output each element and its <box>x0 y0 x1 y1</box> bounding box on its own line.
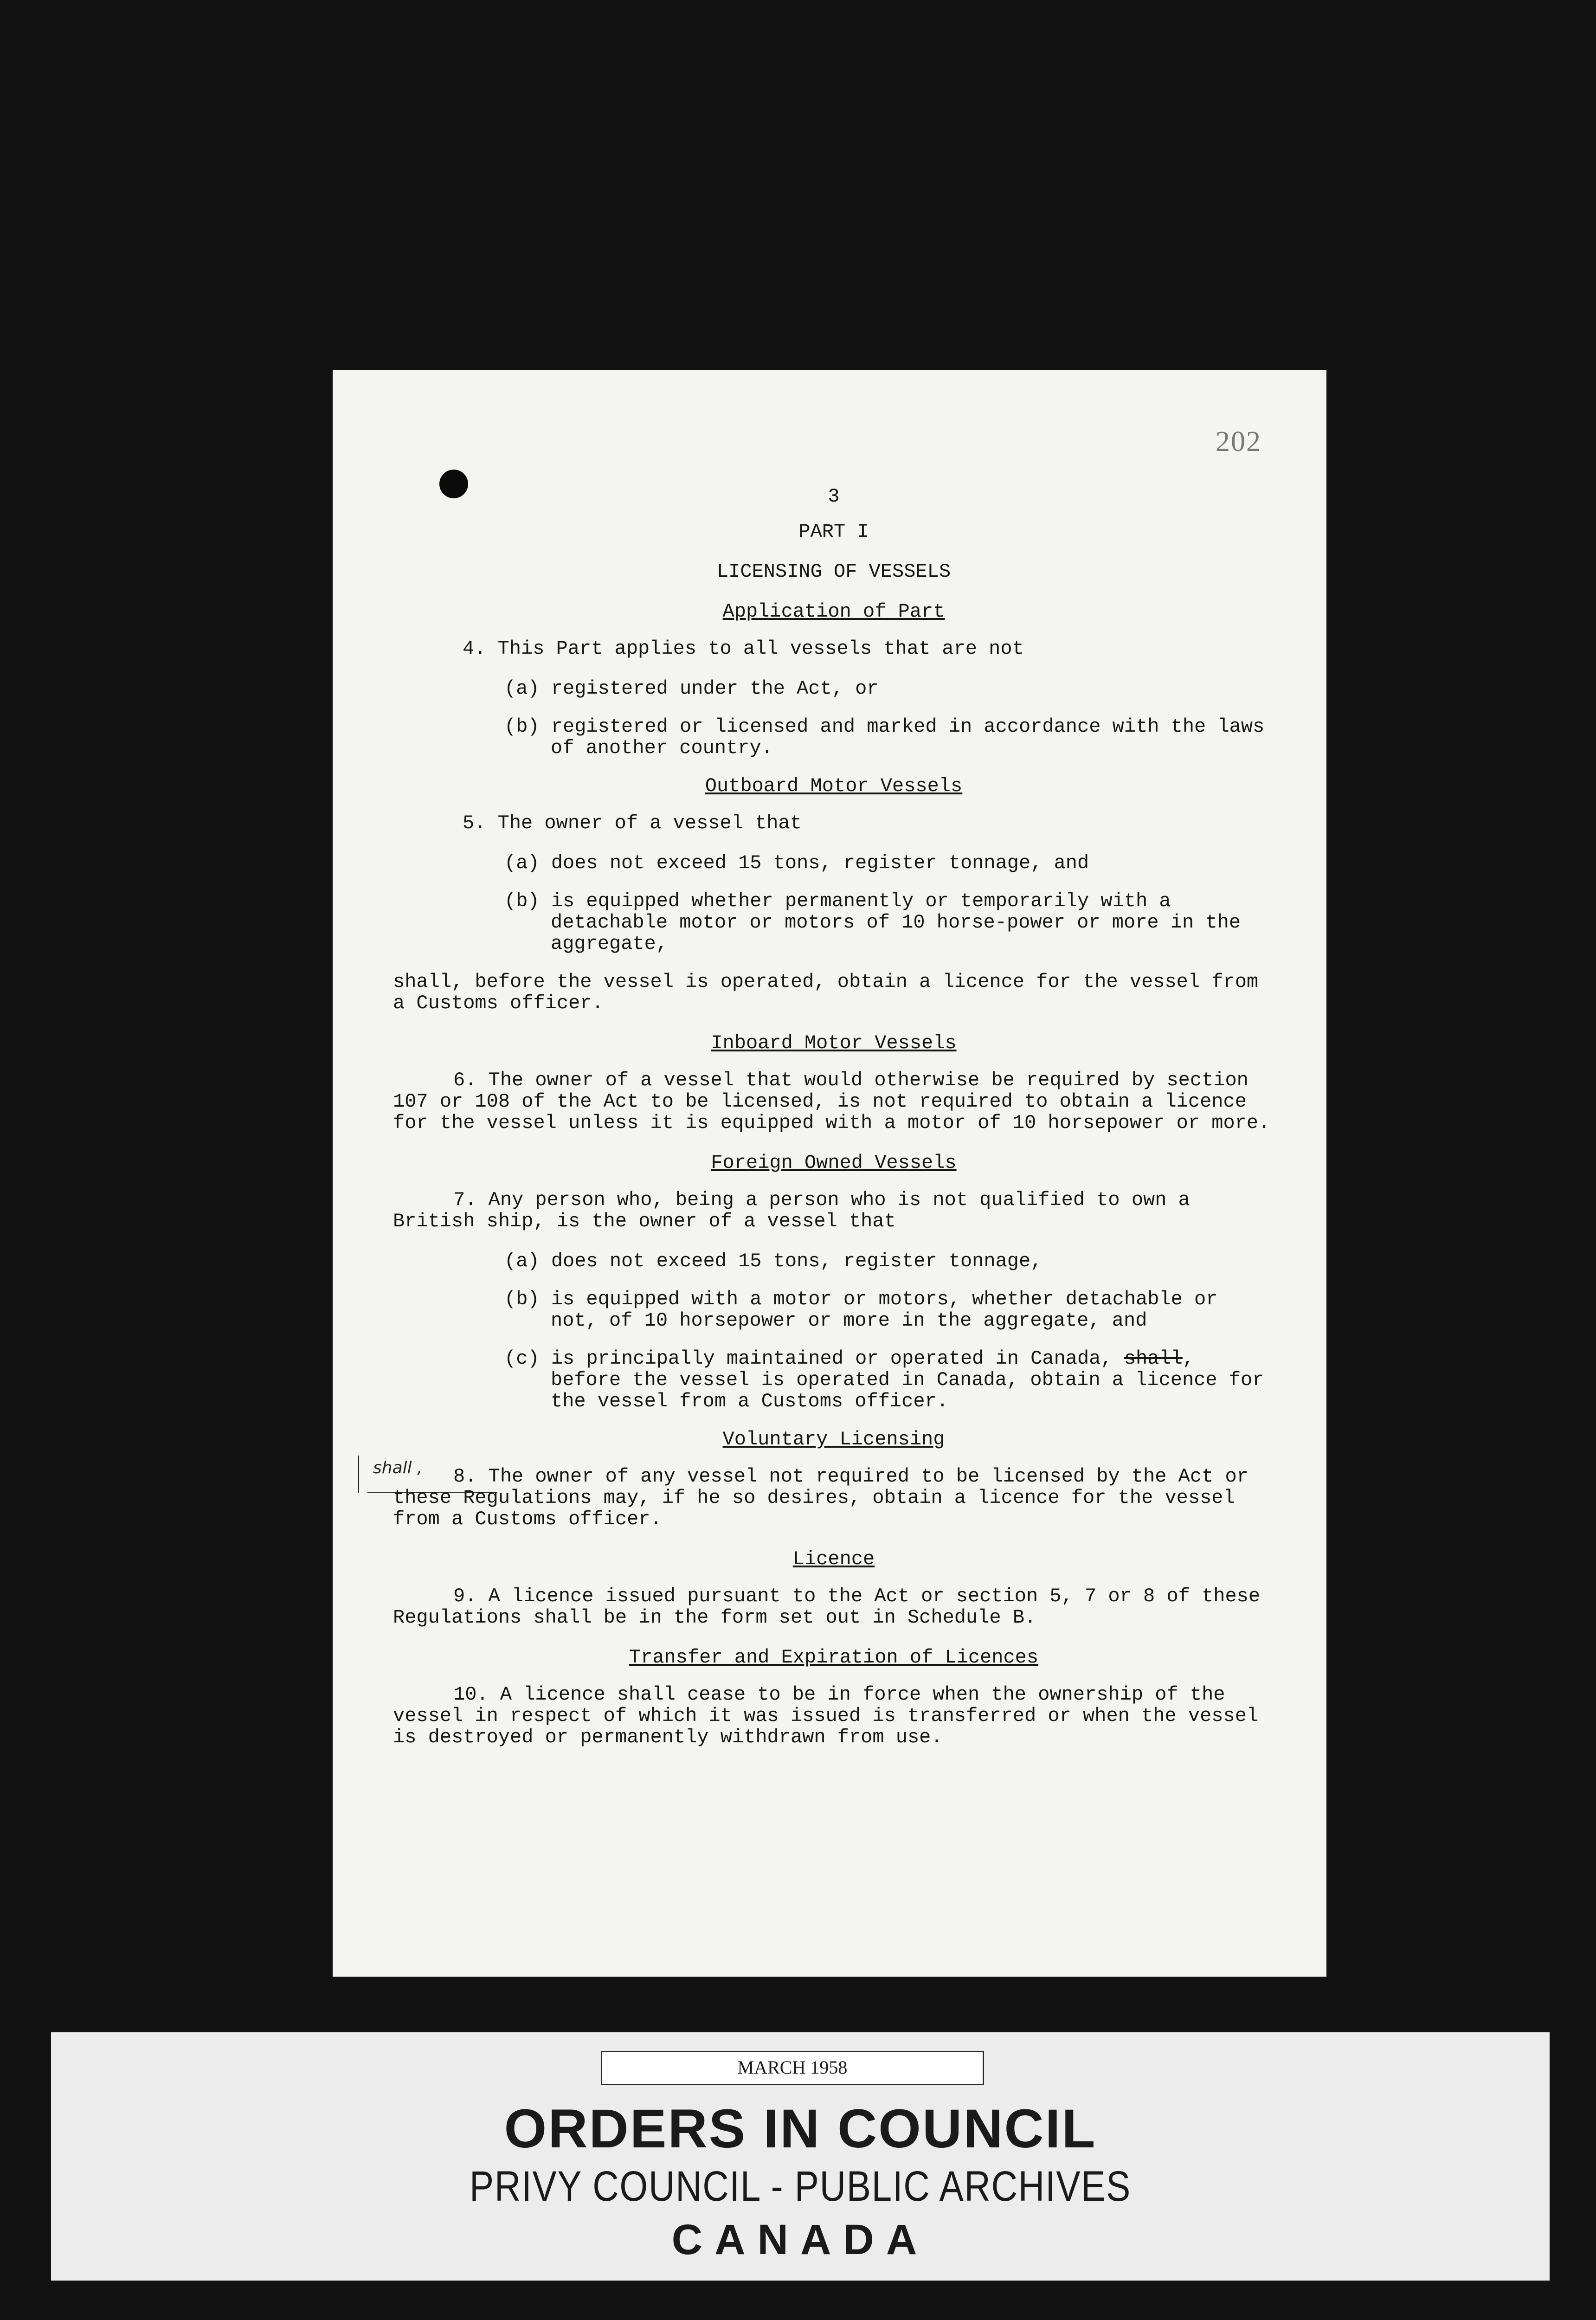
date-label: MARCH 1958 <box>601 2051 984 2085</box>
clause-5: 5. The owner of a vessel that <box>463 812 802 834</box>
section-heading-licence: Licence <box>792 1548 875 1570</box>
clause-6: 6. The owner of a vessel that would otherwise be required by section 107 or 108 of the Act to be licensed, is not required to obtain a licence for the vessel unless it is equipped with a motor of 10 horsepower or more. <box>393 1069 1270 1134</box>
clause-4b: (b) registered or licensed and marked in accordance with the laws of another country. <box>504 715 1265 759</box>
struck-word: shall <box>1124 1347 1183 1370</box>
clause-10: 10. A licence shall cease to be in force when the ownership of the vessel in respect of which it was issued is transferred or when the vessel is destroyed or permanently withdrawn from use. <box>393 1683 1259 1748</box>
clause-7c: (c) is principally maintained or operated in Canada, shall, before the vessel is operated in Canada, obtain a licence for the vessel from a Customs officer. <box>504 1347 1264 1412</box>
section-heading-application: Application of Part <box>722 600 945 623</box>
clause-7: 7. Any person who, being a person who is not qualified to own a British ship, is the owner of a vessel that <box>393 1189 1190 1232</box>
footer-title: ORDERS IN COUNCIL <box>504 2098 1097 2159</box>
document-page <box>333 370 1326 1977</box>
page-number: 3 <box>828 485 840 508</box>
clause-5b: (b) is equipped whether permanently or temporarily with a detachable motor or motors of 10 horse-power or more in the aggregate, <box>504 890 1241 955</box>
archive-footer-banner <box>51 2032 1550 2281</box>
clause-7b: (b) is equipped with a motor or motors, whether detachable or not, of 10 horsepower or more in the aggregate, and <box>504 1288 1218 1332</box>
footer-subtitle: PRIVY COUNCIL - PUBLIC ARCHIVES <box>470 2163 1131 2210</box>
clause-7a: (a) does not exceed 15 tons, register tonnage, <box>504 1250 1043 1272</box>
section-heading-foreign: Foreign Owned Vessels <box>711 1152 957 1174</box>
document-title: LICENSING OF VESSELS <box>716 561 951 583</box>
clause-4a: (a) registered under the Act, or <box>504 677 879 700</box>
footer-country: CANADA <box>671 2216 929 2263</box>
section-heading-transfer: Transfer and Expiration of Licences <box>629 1646 1039 1669</box>
margin-note-text: shall , <box>373 1458 423 1477</box>
part-heading: PART I <box>798 521 869 543</box>
section-heading-outboard: Outboard Motor Vessels <box>705 775 963 797</box>
section-heading-inboard: Inboard Motor Vessels <box>711 1032 957 1054</box>
clause-5a: (a) does not exceed 15 tons, register tonnage, and <box>504 852 1089 874</box>
clause-5-tail: shall, before the vessel is operated, obtain a licence for the vessel from a Customs officer. <box>393 971 1259 1014</box>
margin-note-bracket <box>358 1456 359 1493</box>
section-heading-voluntary: Voluntary Licensing <box>722 1428 945 1450</box>
clause-8: 8. The owner of any vessel not required to be licensed by the Act or these Regulations may, if he so desires, obtain a licence for the vessel from a Customs officer. <box>393 1465 1248 1530</box>
archive-stamp-number: 202 <box>1216 426 1261 458</box>
document-body <box>393 486 1274 1766</box>
clause-4: 4. This Part applies to all vessels that are not <box>463 638 1024 660</box>
clause-9: 9. A licence issued pursuant to the Act or section 5, 7 or 8 of these Regulations shall be in the form set out in Schedule B. <box>393 1585 1261 1629</box>
